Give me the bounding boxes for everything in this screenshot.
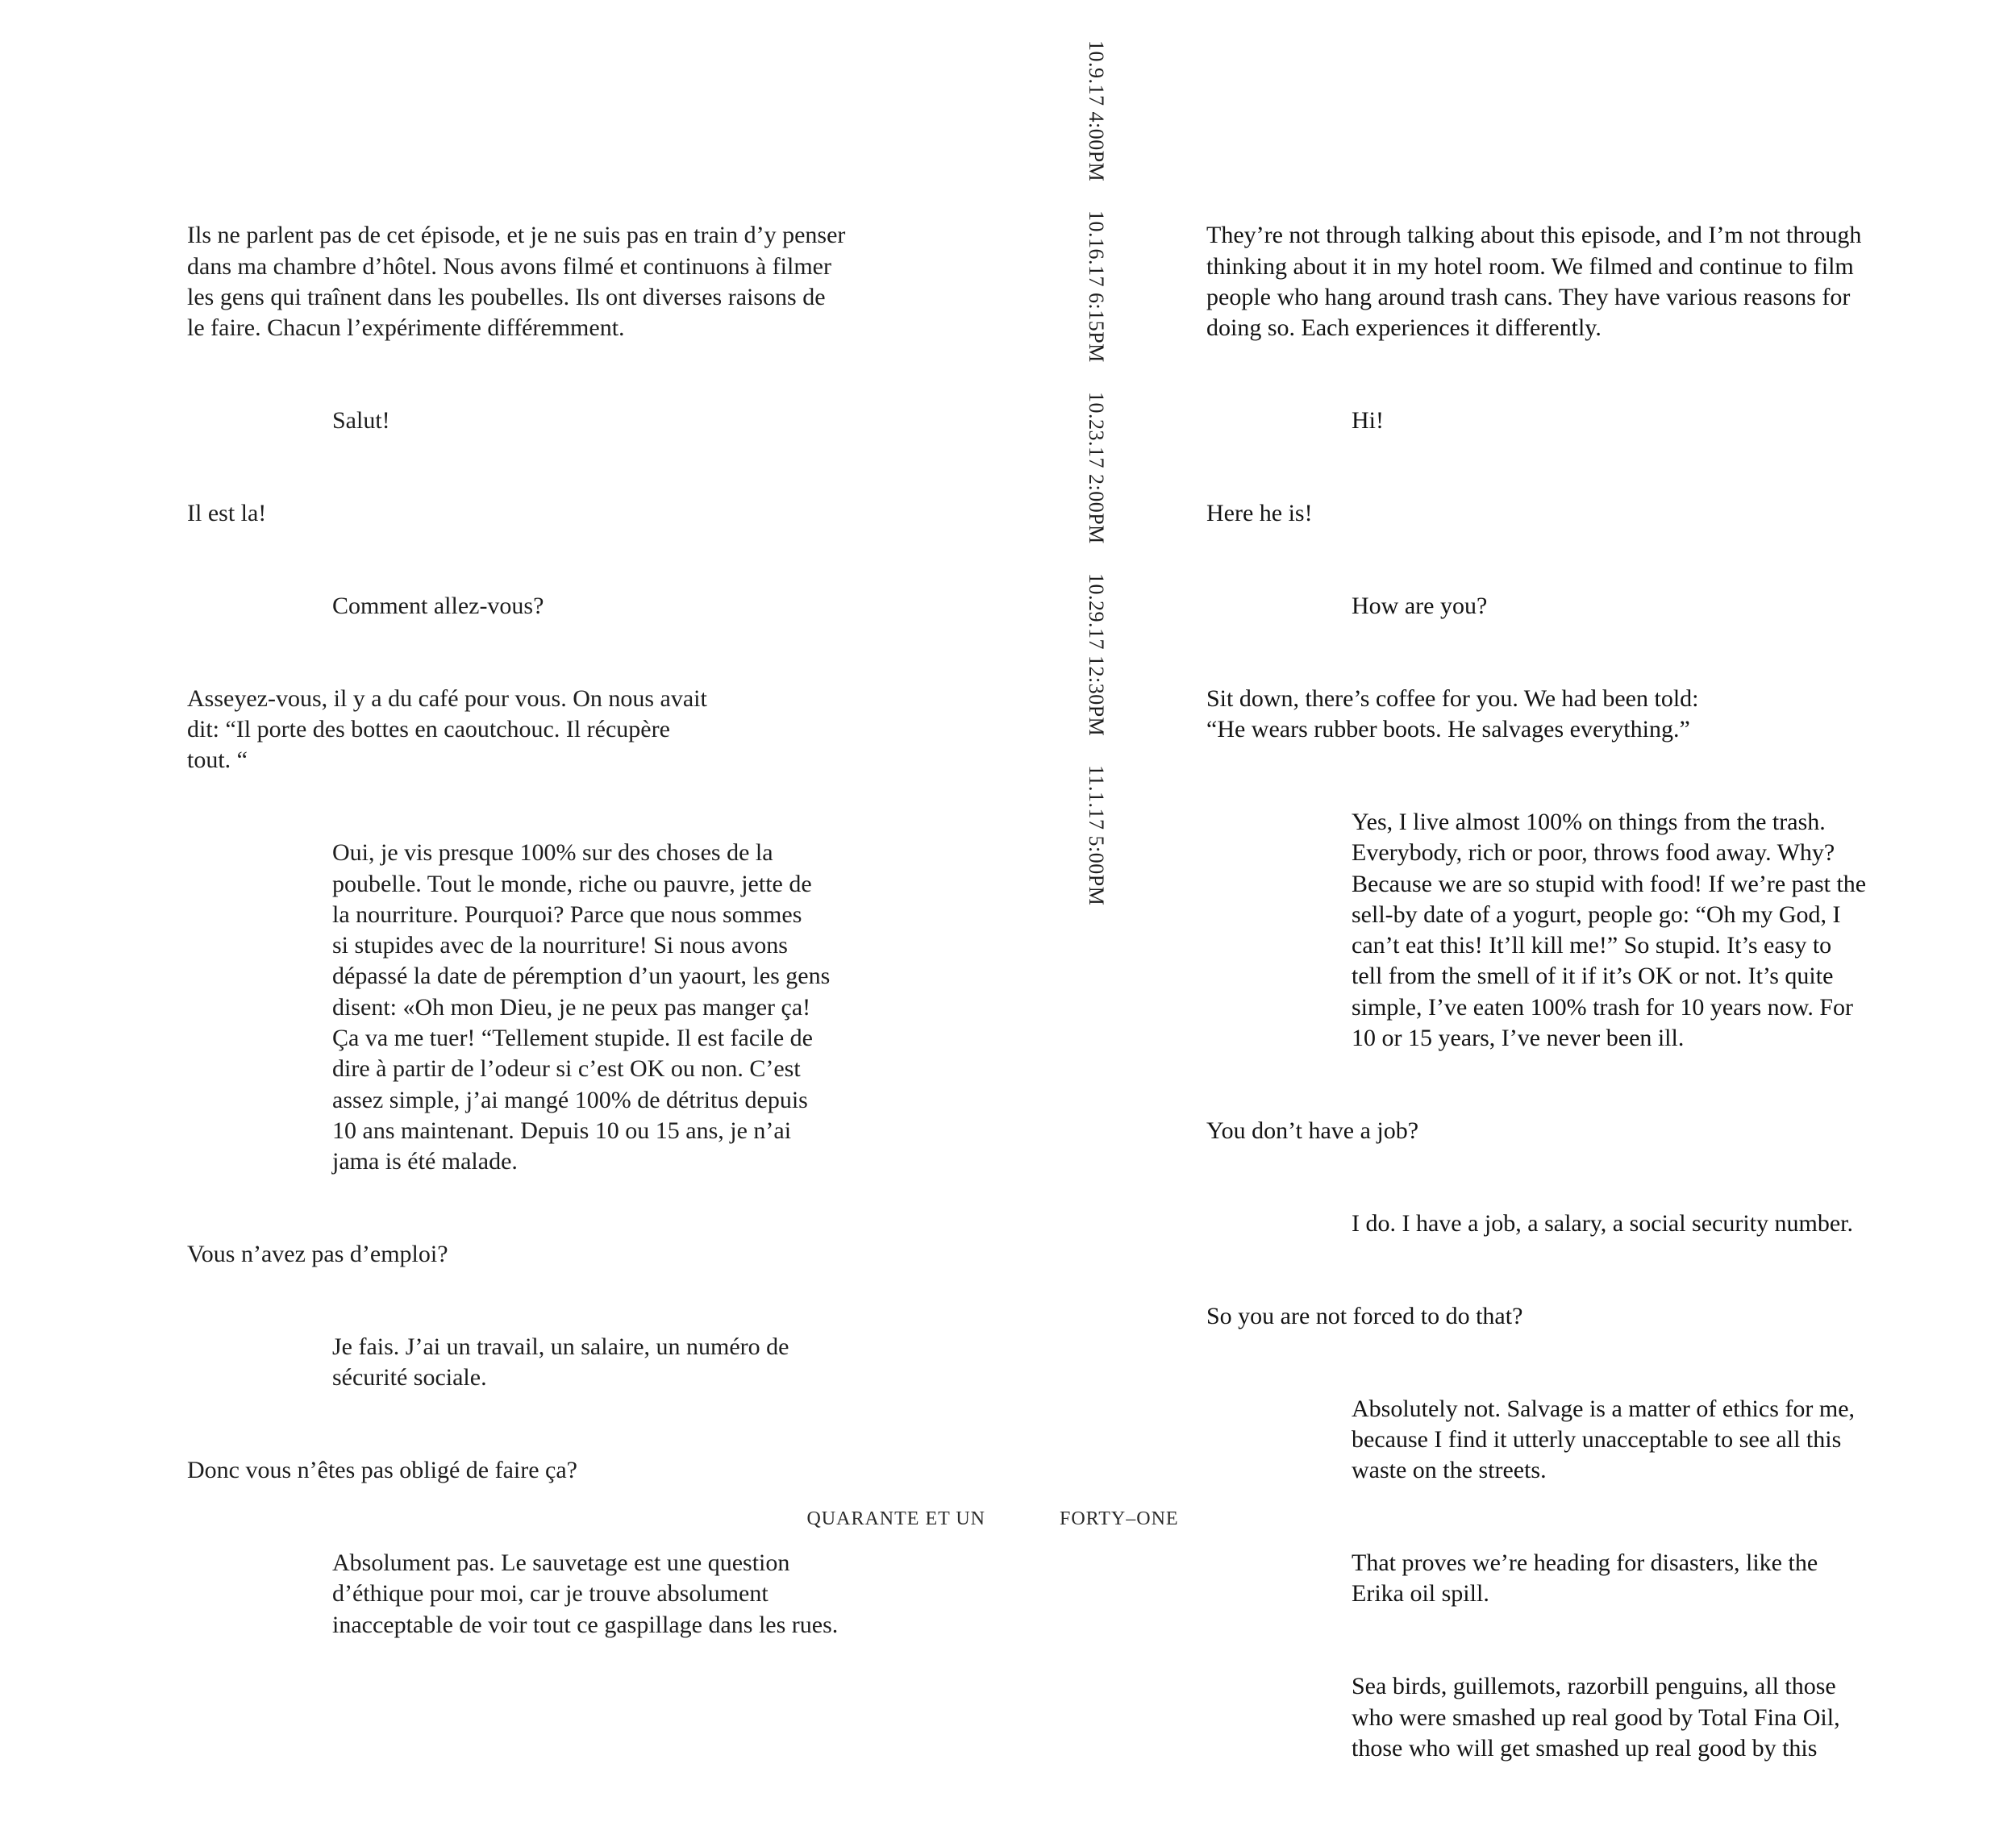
date-stamp: 10.9.17 4:00PM	[1085, 40, 1108, 182]
dialogue-line: I do. I have a job, a salary, a social security number.	[1352, 1209, 1854, 1237]
dialogue-line: Yes, I live almost 100% on things from the trash. Everybody, rich or poor, throws food away. Why? Because we are so stupid with food! If we’re past the sell-by date of a yogurt, people go: “Oh my God, I can’t eat this! It’ll kill me!” So stupid. It’s easy to tell from the smell of it if it’s OK or not. It’s quite simple, I’ve eaten 100% trash for 10 years now. For 10 or 15 years, I’ve never been ill.	[1352, 808, 1867, 1052]
paragraph: So you are not forced to do that?	[1206, 1302, 1523, 1329]
date-stamp: 10.29.17 12:30PM	[1085, 572, 1108, 737]
page-number-french: QUARANTE ET UN	[806, 1508, 985, 1529]
date-stamp: 11.1.17 5:00PM	[1085, 765, 1108, 906]
paragraph: Asseyez-vous, il y a du café pour vous. On nous avait dit: “Il porte des bottes en caoutchouc. Il récupère tout. “	[187, 684, 707, 774]
paragraph: Vous n’avez pas d’emploi?	[187, 1241, 448, 1268]
paragraph: They’re not through talking about this episode, and I’m not through thinking about it in my hotel room. We filmed and continue to film people who hang around trash cans. They have various reasons for doing so. Each experiences it differently.	[1206, 222, 1862, 342]
dialogue-line: Salut!	[332, 407, 390, 435]
paragraph: Donc vous n’êtes pas obligé de faire ça?	[187, 1457, 577, 1484]
dialogue-line: That proves we’re heading for disasters, like the Erika oil spill.	[1352, 1549, 1818, 1608]
paragraph: Here he is!	[1206, 499, 1313, 526]
date-stamp: 10.23.17 2:00PM	[1085, 392, 1108, 544]
paragraph: Sit down, there’s coffee for you. We had been told: “He wears rubber boots. He salvages everything.”	[1206, 684, 1699, 743]
dialogue-line: How are you?	[1352, 592, 1488, 619]
paragraph: Ils ne parlent pas de cet épisode, et je ne suis pas en train d’y penser dans ma chambre d’hôtel. Nous avons filmé et continuons à filmer les gens qui traînent dans les poubelles. Ils ont diverses raisons de le faire. Chacun l’expérimente différemment.	[187, 222, 846, 342]
dialogue-line: Oui, je vis presque 100% sur des choses de la poubelle. Tout le monde, riche ou pauvre, jette de la nourriture. Pourquoi? Parce que nous sommes si stupides avec de la nourriture! Si nous avons dépassé la date de péremption d’un yaourt, les gens disent: «Oh mon Dieu, je ne peux pas manger ça! Ça va me tuer! “Tellement stupide. Il est facile de dire à partir de l’odeur si c’est OK ou non. C’est assez simple, j’ai mangé 100% de détritus depuis 10 ans maintenant. Depuis 10 ou 15 ans, je n’ai jama is été malade.	[332, 839, 831, 1175]
dialogue-line: Absolument pas. Le sauvetage est une question d’éthique pour moi, car je trouve absolument inacceptable de voir tout ce gaspillage dans les rues.	[332, 1549, 839, 1638]
french-column	[187, 189, 848, 1703]
date-stamps	[1084, 40, 1108, 906]
dialogue-line: Sea birds, guillemots, razorbill penguins, all those who were smashed up real good by Total Fina Oil, those who will get smashed up real good by this	[1352, 1673, 1840, 1762]
paragraph: You don’t have a job?	[1206, 1117, 1419, 1144]
dialogue-line: Hi!	[1352, 407, 1384, 435]
paragraph: Il est la!	[187, 499, 267, 526]
dialogue-line: Comment allez-vous?	[332, 592, 544, 619]
english-column	[1206, 189, 1868, 1826]
page-number-english: FORTY–ONE	[1060, 1508, 1179, 1529]
dialogue-line: Absolutely not. Salvage is a matter of ethics for me, because I find it utterly unacceptable to see all this waste on the streets.	[1352, 1395, 1856, 1484]
date-stamp: 10.16.17 6:15PM	[1085, 210, 1108, 364]
dialogue-line: Je fais. J’ai un travail, un salaire, un numéro de sécurité sociale.	[332, 1333, 789, 1391]
